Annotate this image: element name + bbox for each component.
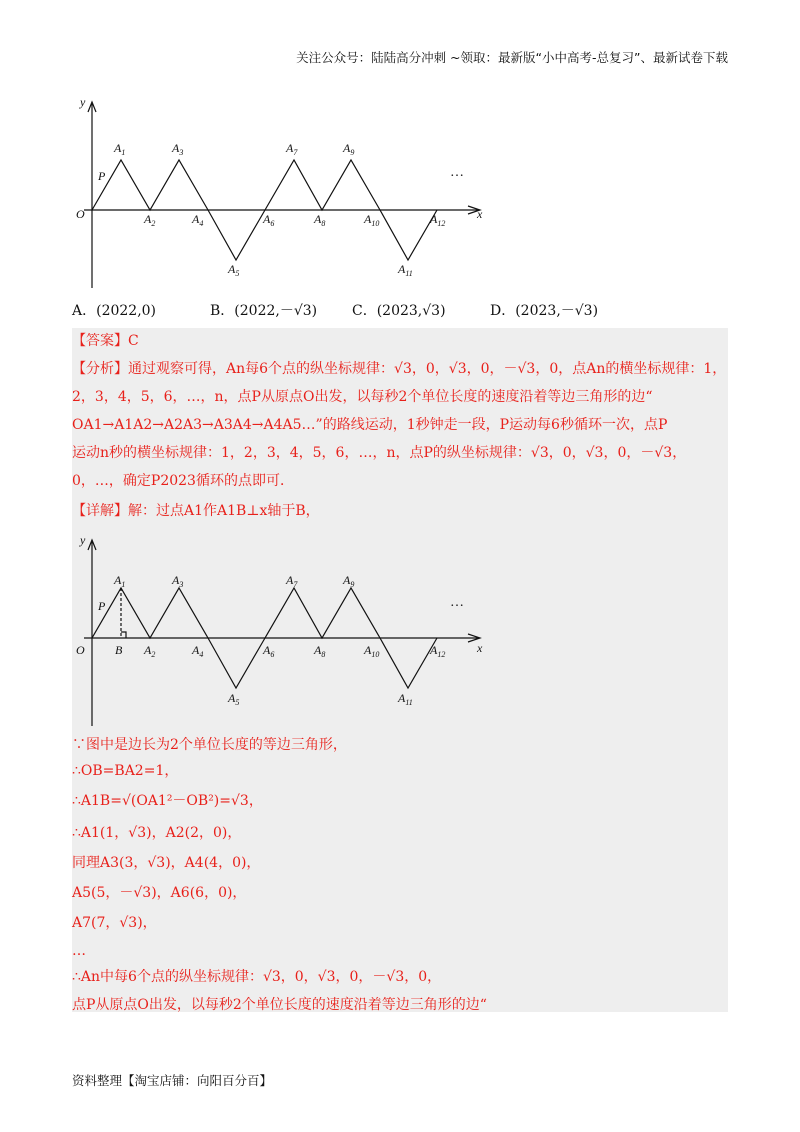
detail-step-4: ∴A1(1，√3)，A2(2，0)， [72, 825, 242, 841]
analysis-line-1: 【分析】通过观察可得，An每6个点的纵坐标规律：√3，0，√3，0，－√3，0，点An的横坐标规律：1， [72, 361, 727, 377]
vertex-label-a10: $A_{10}$ [364, 212, 380, 228]
vertex-label-a8: $A_8$ [314, 643, 326, 659]
vertex-label-a8: $A_8$ [314, 212, 326, 228]
vertex-label-a6: $A_6$ [263, 212, 275, 228]
ellipsis: … [450, 165, 464, 180]
svg-text:x: x [477, 641, 483, 655]
vertex-label-a9: $A_9$ [343, 573, 355, 589]
vertex-label-a7: $A_7$ [286, 141, 298, 157]
origin-label: O [76, 207, 85, 221]
detail-step-7: A7(7，√3)， [72, 915, 157, 931]
detail-line-1: 【详解】解：过点A1作A1B⊥x轴于B， [72, 503, 320, 519]
detail-step-1: ∵图中是边长为2个单位长度的等边三角形， [72, 737, 347, 753]
vertex-label-a5: $A_5$ [228, 262, 240, 278]
vertex-label-a5: $A_5$ [228, 691, 240, 707]
detail-step-6: A5(5，－√3)，A6(6，0)， [72, 885, 247, 901]
svg-text:P: P [98, 599, 106, 613]
vertex-label-a4: $A_4$ [192, 212, 204, 228]
vertex-label-a3: $A_3$ [172, 141, 184, 157]
vertex-label-a10: $A_{10}$ [364, 643, 380, 659]
vertex-label-a3: $A_3$ [172, 573, 184, 589]
option-a: A．(2022,0) [72, 303, 157, 319]
options-row [72, 300, 732, 326]
detail-step-9: ∴An中每6个点的纵坐标规律：√3，0，√3，0，－√3，0， [72, 969, 442, 985]
vertex-label-a9: $A_9$ [343, 141, 355, 157]
figure-1 [70, 92, 490, 292]
vertex-label-a2: $A_2$ [144, 212, 156, 228]
figure-2 [70, 530, 490, 730]
x-axis-label: x [477, 207, 483, 221]
option-d: D．(2023,－√3) [490, 303, 599, 319]
page-footer: 资料整理【淘宝店铺：向阳百分百】 [72, 1073, 273, 1088]
vertex-label-a7: $A_7$ [286, 573, 298, 589]
vertex-label-a4: $A_4$ [192, 643, 204, 659]
page-header: 关注公众号：陆陆高分冲刺 ~领取：最新版“小中高考-总复习”、最新试卷下载 [296, 50, 728, 65]
option-c: C．(2023,√3) [352, 303, 446, 319]
vertex-label-a1: $A_1$ [114, 141, 126, 157]
y-axis-label: y [80, 95, 86, 109]
analysis-line-4: 运动n秒的横坐标规律：1，2，3，4，5，6，…，n，点P的纵坐标规律：√3，0，√3，0，－√3， [72, 445, 687, 461]
svg-text:O: O [76, 643, 85, 657]
vertex-label-a1: $A_1$ [114, 573, 126, 589]
detail-step-5: 同理A3(3，√3)，A4(4，0)， [72, 855, 261, 871]
answer-line: 【答案】C [72, 333, 139, 349]
vertex-label-a6: $A_6$ [263, 643, 275, 659]
analysis-line-2: 2，3，4，5，6，…，n，点P从原点O出发，以每秒2个单位长度的速度沿着等边三角形的边“ [72, 389, 653, 405]
svg-text:y: y [80, 533, 86, 547]
vertex-label-a2: $A_2$ [144, 643, 156, 659]
vertex-label-a12: $A_{12}$ [430, 212, 446, 228]
vertex-label-a11: $A_{11}$ [398, 691, 413, 707]
b-label: B [115, 643, 123, 657]
vertex-label-a12: $A_{12}$ [430, 643, 446, 659]
detail-step-3: ∴A1B=√(OA1²－OB²)=√3， [72, 793, 263, 809]
detail-step-8: … [72, 943, 86, 959]
detail-step-10: 点P从原点O出发，以每秒2个单位长度的速度沿着等边三角形的边“ [72, 997, 487, 1013]
analysis-line-3: OA1→A1A2→A2A3→A3A4→A4A5…”的路线运动，1秒钟走一段，P运动每6秒循环一次，点P [72, 417, 668, 433]
svg-text:…: … [450, 595, 464, 610]
p-label: P [98, 169, 106, 183]
vertex-label-a11: $A_{11}$ [398, 262, 413, 278]
detail-step-2: ∴OB=BA2=1， [72, 763, 179, 779]
analysis-line-5: 0，…，确定P2023循环的点即可． [72, 473, 294, 489]
option-b: B．(2022,－√3) [210, 303, 318, 319]
